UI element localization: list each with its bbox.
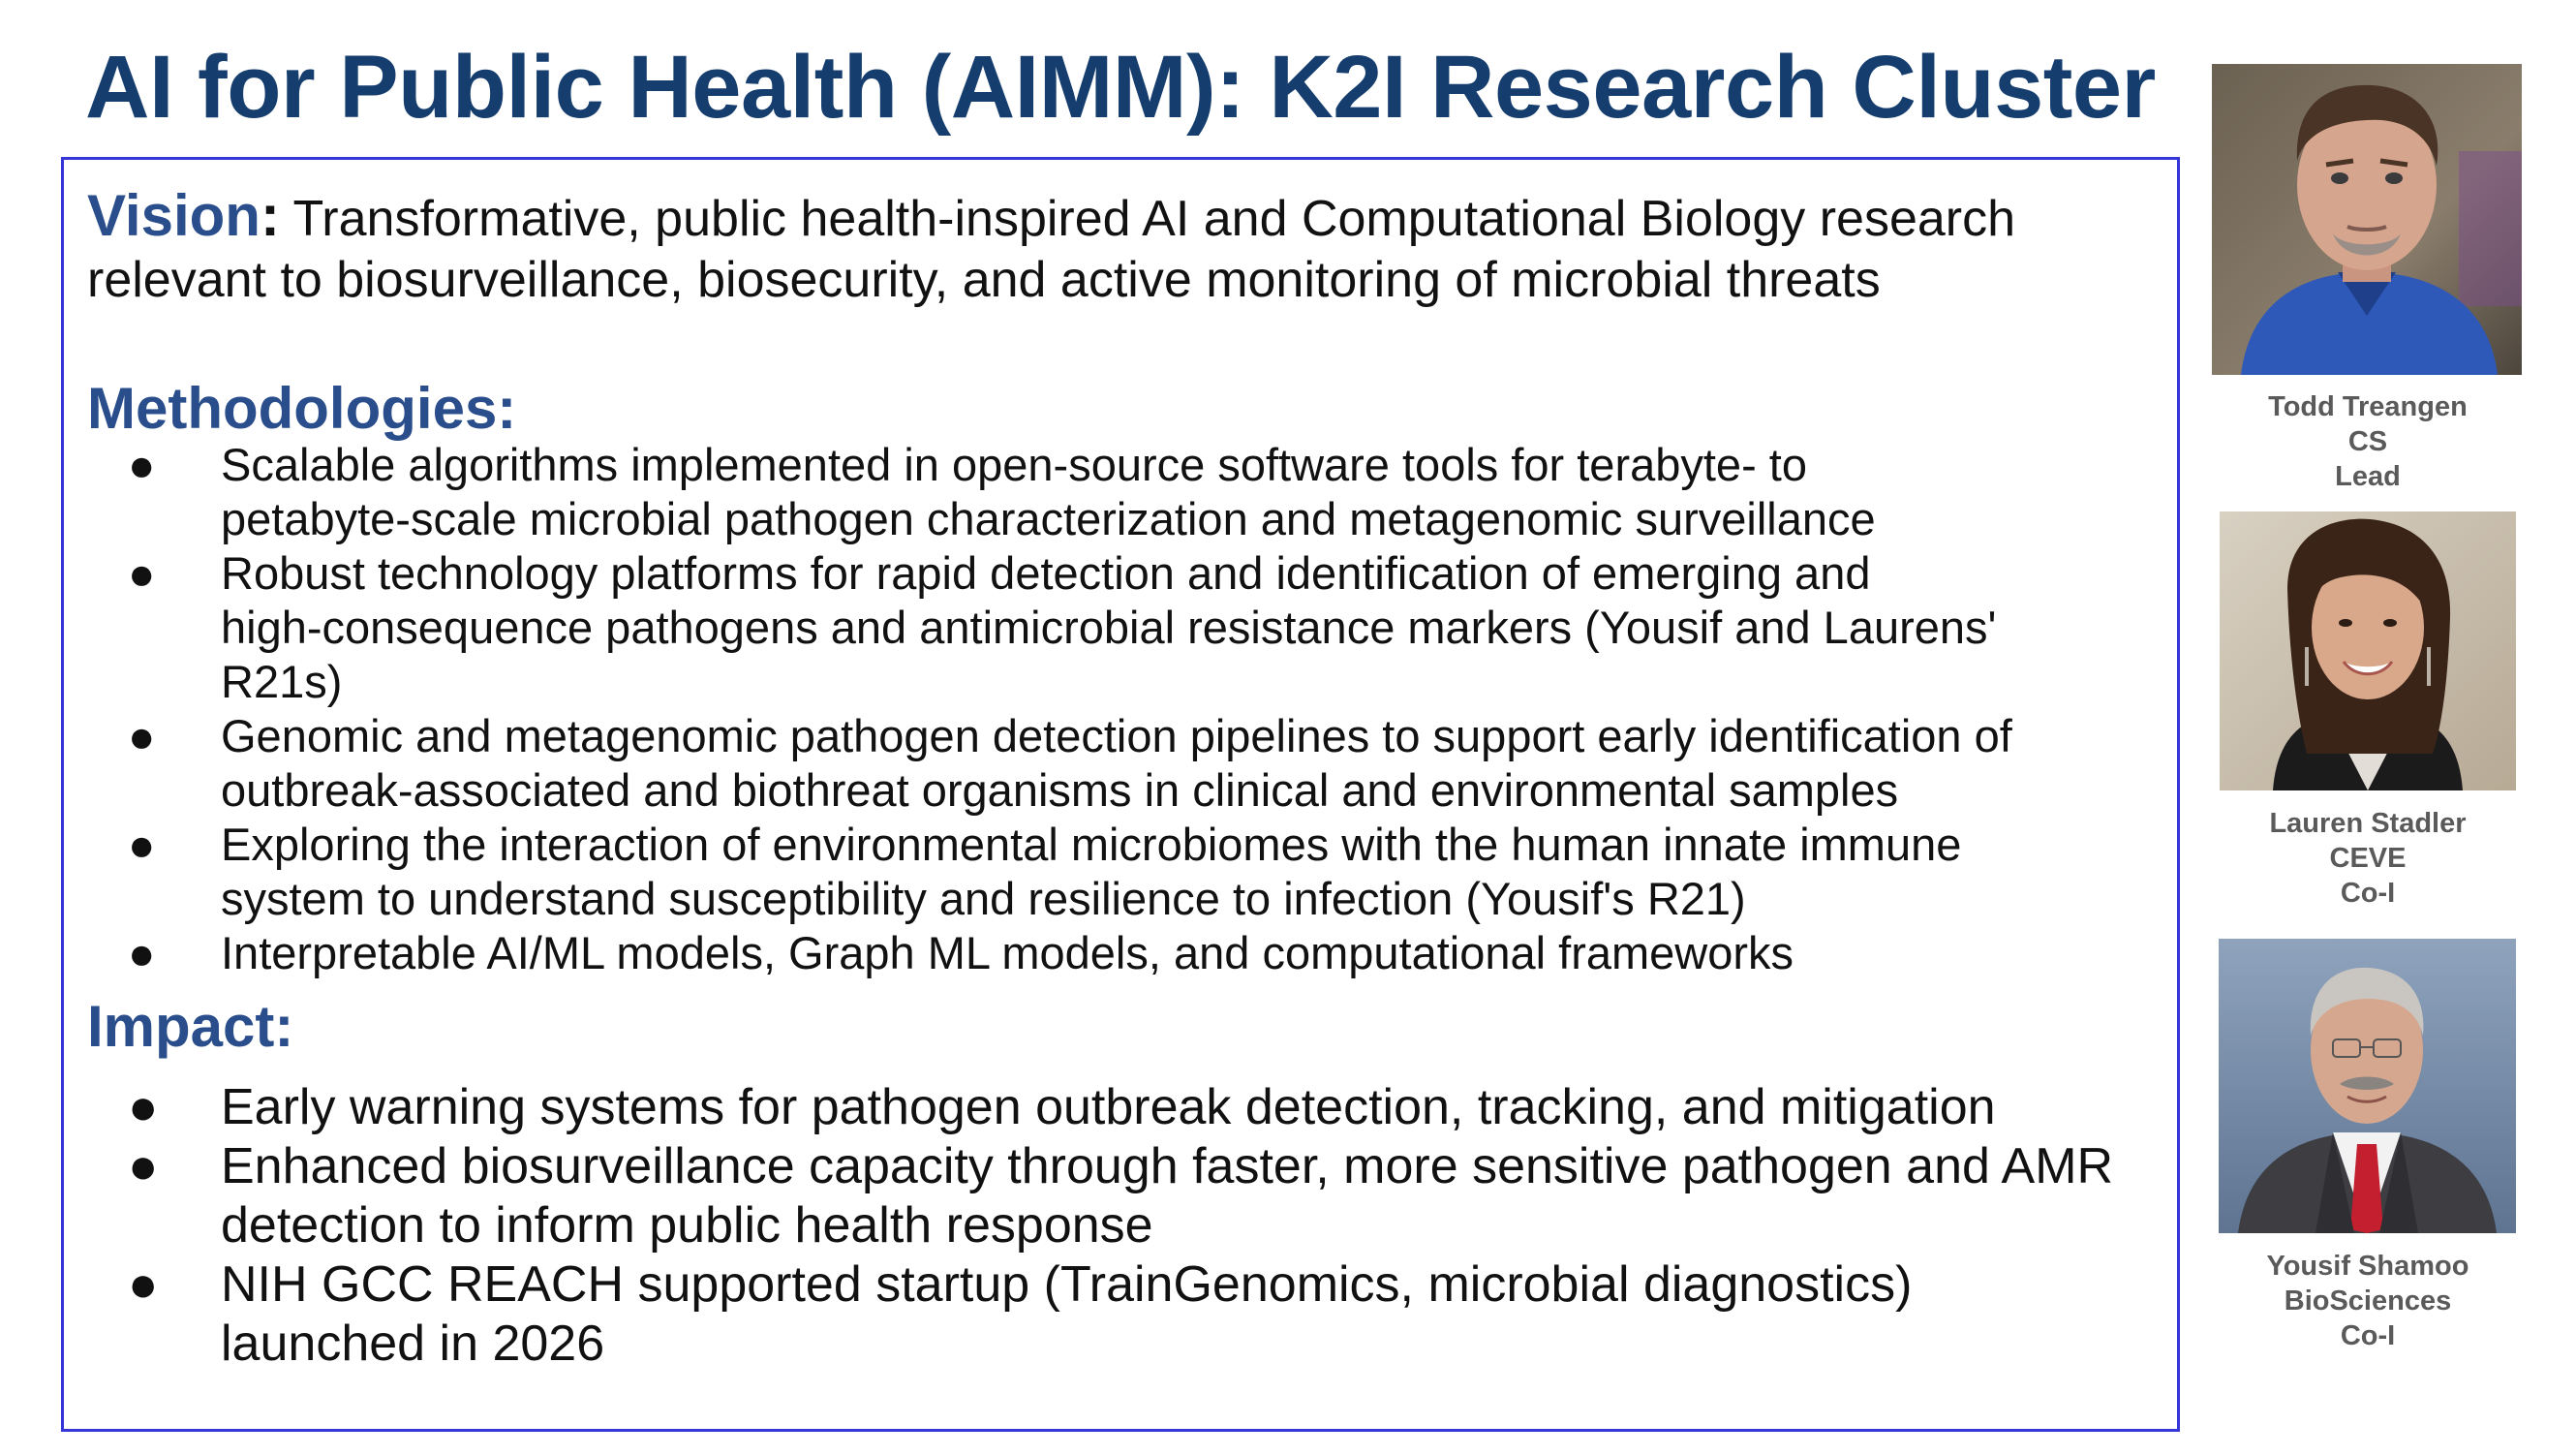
impact-item: [64, 1137, 2175, 1255]
impact-item-line: Enhanced biosurveillance capacity through faster, more sensitive pathogen and AMR: [221, 1138, 2114, 1194]
person-caption: [2208, 389, 2528, 494]
person-photo: [2220, 511, 2516, 790]
person-role: Lead: [2335, 461, 2401, 492]
vision-text: Transformative, public health-inspired AI and Computational Biology research relevant to biosurveillance, biosecurity, and active monitoring of microbial threats: [87, 191, 2016, 308]
person-name: Yousif Shamoo: [2266, 1251, 2469, 1282]
person-name: Todd Treangen: [2268, 391, 2468, 422]
person-photo: [2219, 939, 2516, 1233]
impact-item-line: NIH GCC REACH supported startup (TrainGenomics, microbial diagnostics): [221, 1256, 1913, 1313]
person-role: Co-I: [2340, 1320, 2396, 1351]
impact-list: [64, 1078, 2175, 1374]
methodology-item-line: Genomic and metagenomic pathogen detection pipelines to support early identification of: [221, 710, 2012, 761]
bullet-icon: ●: [128, 1079, 159, 1135]
methodology-item-line: outbreak-associated and biothreat organisms in clinical and environmental samples: [221, 764, 1899, 816]
man-in-suit-portrait-icon: [2219, 939, 2516, 1233]
methodology-item-line: Robust technology platforms for rapid detection and identification of emerging and: [221, 547, 1871, 599]
methodology-item-line: R21s): [221, 656, 343, 707]
methodology-item: [64, 438, 2175, 546]
methodology-item: [64, 818, 2175, 926]
bullet-icon: ●: [128, 927, 156, 978]
bullet-icon: ●: [128, 439, 156, 490]
methodology-item-line: petabyte-scale microbial pathogen characterization and metagenomic surveillance: [221, 493, 1876, 544]
bullet-icon: ●: [128, 1256, 159, 1313]
methodology-item-line: Scalable algorithms implemented in open-source software tools for terabyte- to: [221, 439, 1807, 490]
person-dept: BioSciences: [2284, 1286, 2452, 1317]
vision-label: Vision: [87, 183, 261, 248]
methodology-item: [64, 926, 2175, 980]
person-dept: CEVE: [2329, 843, 2407, 874]
person-photo: [2212, 64, 2522, 375]
methodology-item: [64, 546, 2175, 709]
woman-portrait-icon: [2220, 511, 2516, 790]
slide-title: AI for Public Health (AIMM): K2I Research Cluster: [85, 38, 2156, 137]
person-dept: CS: [2347, 426, 2388, 457]
bullet-icon: ●: [128, 1138, 159, 1194]
impact-item-line: detection to inform public health response: [221, 1197, 1153, 1254]
bullet-icon: ●: [128, 710, 156, 761]
content-box: [61, 157, 2180, 1432]
vision-colon: :: [260, 183, 280, 248]
methodologies-list: [64, 438, 2175, 980]
impact-item: [64, 1078, 2175, 1137]
methodology-item-line: system to understand susceptibility and resilience to infection (Yousif's R21): [221, 873, 1746, 924]
impact-item-line: Early warning systems for pathogen outbreak detection, tracking, and mitigation: [221, 1079, 1996, 1135]
impact-item: [64, 1255, 2175, 1374]
methodology-item: [64, 709, 2175, 818]
person-name: Lauren Stadler: [2269, 808, 2467, 839]
bearded-man-portrait-icon: [2212, 64, 2522, 375]
impact-heading: Impact:: [87, 994, 294, 1059]
person-role: Co-I: [2340, 878, 2396, 909]
methodology-item-line: high-consequence pathogens and antimicrobial resistance markers (Yousif and Laurens': [221, 602, 1997, 653]
methodologies-heading: Methodologies:: [87, 376, 517, 441]
methodology-item-line: Exploring the interaction of environmental microbiomes with the human innate immune: [221, 819, 1962, 870]
methodology-item-line: Interpretable AI/ML models, Graph ML models, and computational frameworks: [221, 927, 1794, 978]
vision-statement: [87, 185, 2160, 311]
impact-item-line: launched in 2026: [221, 1316, 605, 1372]
person-caption: [2208, 806, 2528, 911]
bullet-icon: ●: [128, 819, 156, 870]
person-caption: [2208, 1249, 2528, 1353]
bullet-icon: ●: [128, 547, 156, 599]
